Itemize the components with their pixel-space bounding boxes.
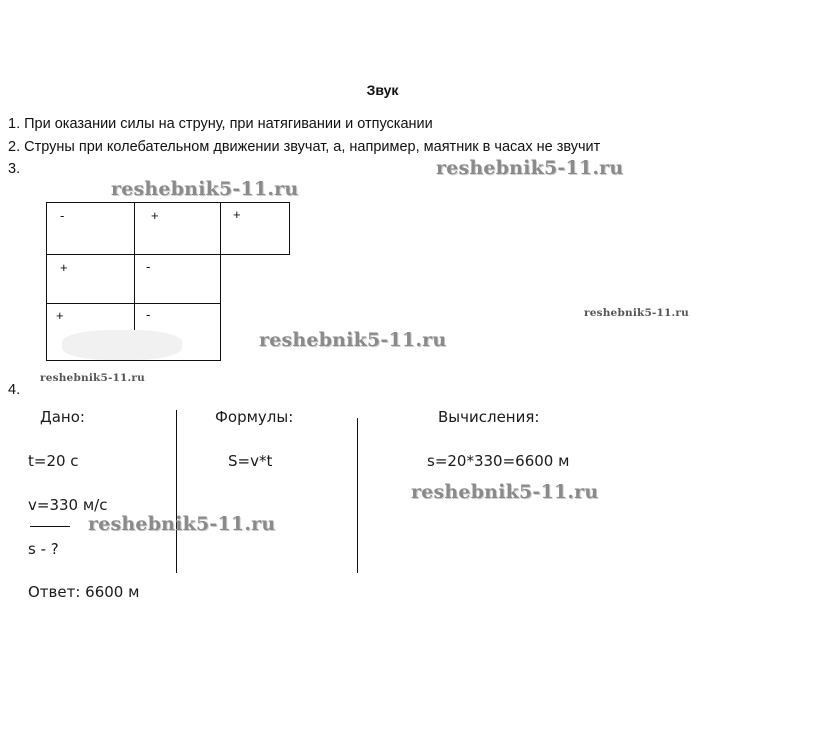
divider-line xyxy=(176,410,177,573)
answer-line-4-number: 4. xyxy=(8,382,21,398)
answer-line-1: 1. При оказании силы на струну, при натягивании и отпускании xyxy=(8,116,433,132)
watermark: reshebnik5-11.ru xyxy=(436,157,624,179)
final-answer: Ответ: 6600 м xyxy=(28,583,140,601)
divider-line xyxy=(357,418,358,573)
given-time: t=20 с xyxy=(28,452,79,470)
watermark-small: reshebnik5-11.ru xyxy=(584,307,689,319)
given-underline xyxy=(30,526,70,527)
watermark: reshebnik5-11.ru xyxy=(259,329,447,351)
watermark-small: reshebnik5-11.ru xyxy=(40,372,145,384)
answer-line-2: 2. Струны при колебательном движении звучат, а, например, маятник в часах не звучит xyxy=(8,139,601,155)
watermark: reshebnik5-11.ru xyxy=(111,178,299,200)
grid-sign: + xyxy=(60,260,68,275)
erased-area xyxy=(62,330,182,360)
watermark: reshebnik5-11.ru xyxy=(88,513,276,535)
grid-sign: + xyxy=(151,208,159,223)
given-speed: v=330 м/с xyxy=(28,496,108,514)
grid-cell xyxy=(220,202,290,255)
grid-sign: - xyxy=(146,259,151,274)
unknown-distance: s - ? xyxy=(28,540,59,558)
page-title: Звук xyxy=(366,82,399,98)
grid-sign: + xyxy=(56,308,64,323)
calculations-header: Вычисления: xyxy=(438,408,540,426)
grid-sign: + xyxy=(233,207,241,222)
grid-sign: - xyxy=(60,208,65,223)
calculation: s=20*330=6600 м xyxy=(427,452,570,470)
answer-line-3-number: 3. xyxy=(8,161,21,177)
watermark: reshebnik5-11.ru xyxy=(411,481,599,503)
grid-cell xyxy=(134,202,221,255)
formula: S=v*t xyxy=(228,452,273,470)
grid-sign: - xyxy=(146,307,151,322)
formulas-header: Формулы: xyxy=(215,408,294,426)
given-header: Дано: xyxy=(40,408,85,426)
